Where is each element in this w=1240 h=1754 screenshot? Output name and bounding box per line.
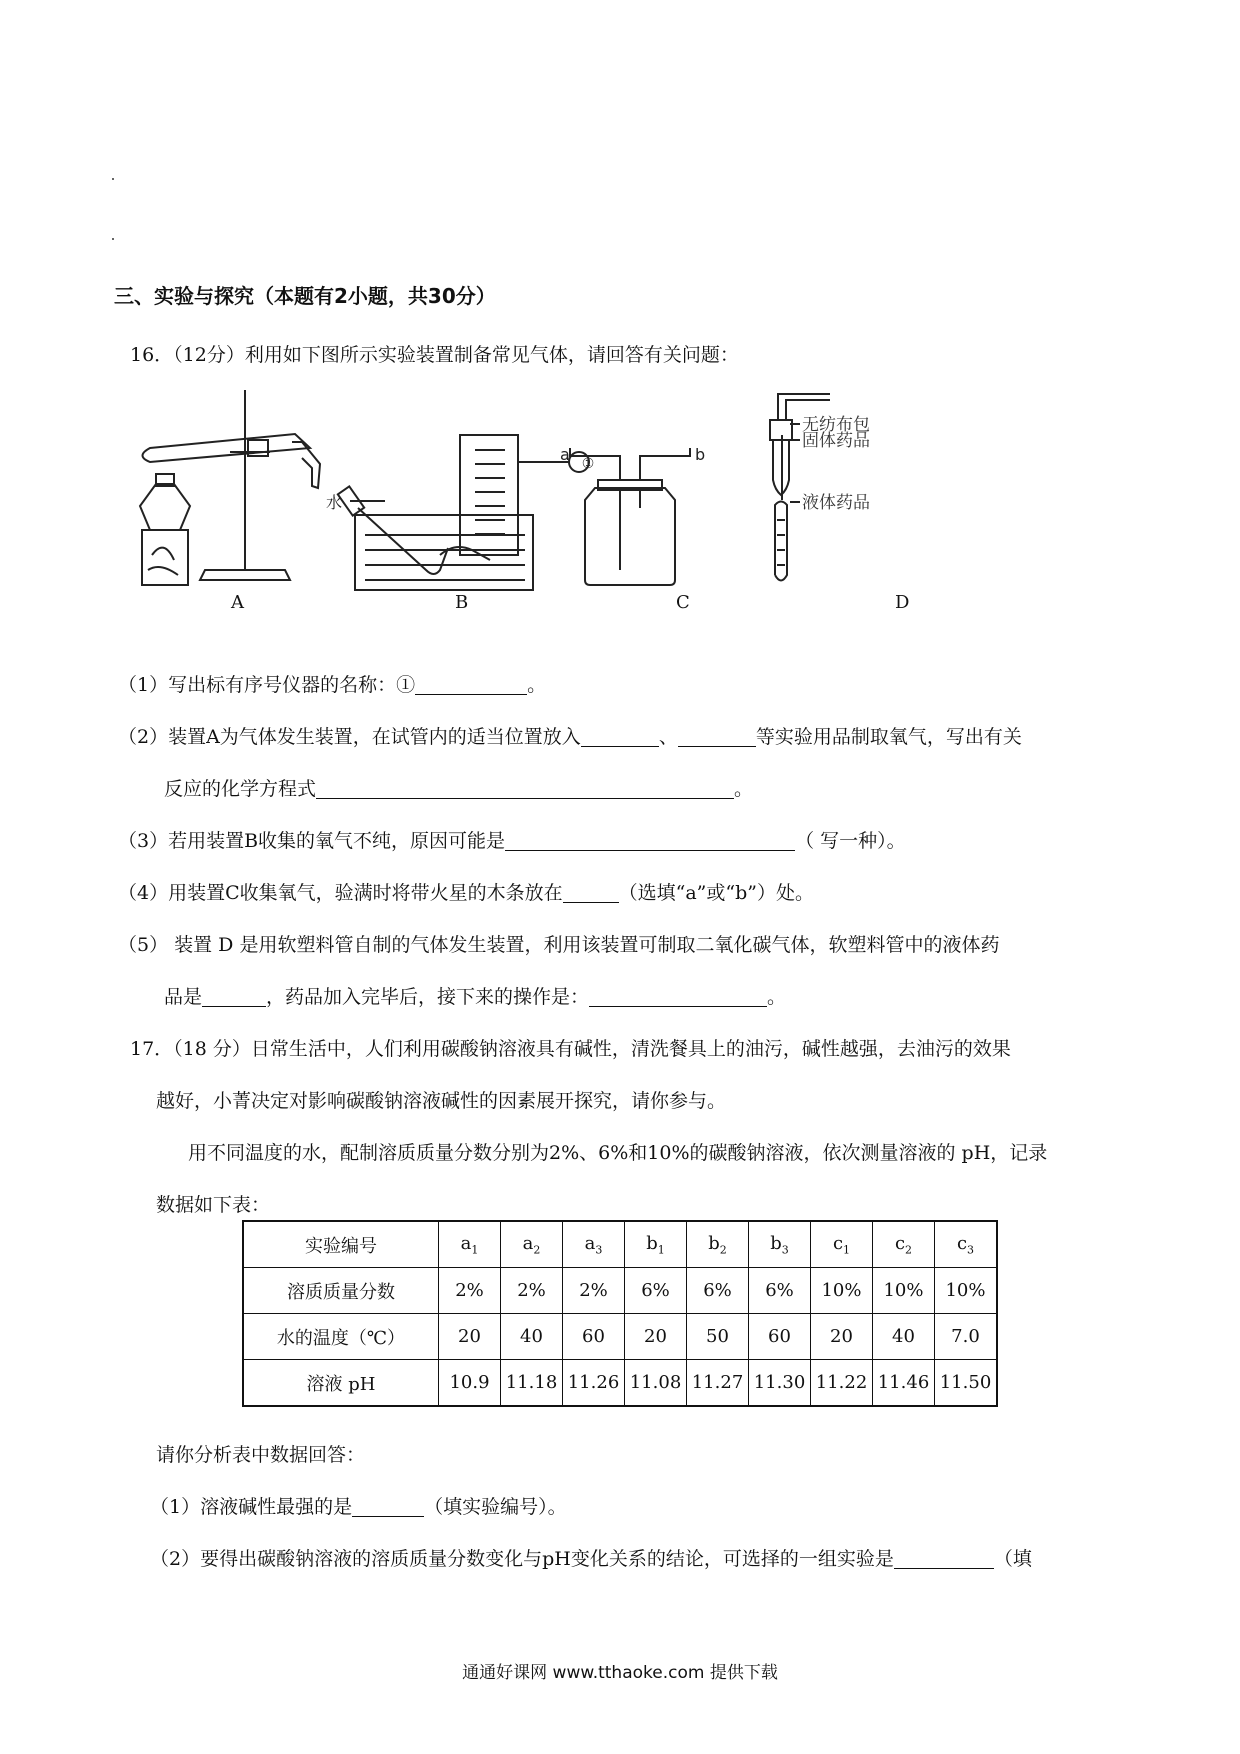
- apparatus-a: [140, 390, 320, 585]
- table-cell: 10%: [811, 1268, 873, 1314]
- table-cell: 2%: [501, 1268, 563, 1314]
- table-cell-id: $c_2$: [873, 1221, 935, 1268]
- answer-blank[interactable]: [505, 830, 795, 851]
- answer-blank[interactable]: [894, 1548, 994, 1569]
- q17-stem-2: 越好，小菁决定对影响碳酸钠溶液碱性的因素展开探究，请你参与。: [156, 1090, 727, 1112]
- q16-part-4: （4）用装置C收集氧气，验满时将带火星的木条放在 （选填“a”或“b”）处。: [118, 882, 814, 904]
- table-cell: 10.9: [439, 1360, 501, 1407]
- q16-part-2: （2）装置A为气体发生装置，在试管内的适当位置放入 、 等实验用品制取氧气，写出有关: [118, 726, 1022, 748]
- answer-blank[interactable]: [563, 882, 619, 903]
- answer-blank[interactable]: [316, 778, 734, 799]
- b-marker: ①: [581, 456, 595, 472]
- table-cell-id: $b_2$: [687, 1221, 749, 1268]
- fig-label-d: D: [895, 592, 910, 613]
- table-cell: 6%: [625, 1268, 687, 1314]
- table-cell: 40: [873, 1314, 935, 1360]
- q17-intro-2: 数据如下表：: [156, 1194, 271, 1216]
- table-cell: 60: [749, 1314, 811, 1360]
- table-cell-id: $b_1$: [625, 1221, 687, 1268]
- apparatus-b: [338, 435, 589, 590]
- table-row-ids: [243, 1221, 997, 1268]
- table-cell: 11.27: [687, 1360, 749, 1407]
- table-cell: 11.26: [563, 1360, 625, 1407]
- table-cell: 11.46: [873, 1360, 935, 1407]
- table-cell: 40: [501, 1314, 563, 1360]
- table-cell: 6%: [687, 1268, 749, 1314]
- ph-data-table: [242, 1220, 998, 1407]
- table-cell: 11.50: [935, 1360, 998, 1407]
- q17-analyze: 请你分析表中数据回答：: [156, 1444, 366, 1466]
- table-cell: 11.18: [501, 1360, 563, 1407]
- table-cell-id: $c_3$: [935, 1221, 998, 1268]
- fig-label-b: B: [455, 592, 469, 613]
- table-cell-id: $b_3$: [749, 1221, 811, 1268]
- table-cell: 50: [687, 1314, 749, 1360]
- fig-label-a: A: [231, 592, 244, 613]
- answer-blank[interactable]: [581, 726, 659, 747]
- table-cell: 20: [625, 1314, 687, 1360]
- table-cell: 60: [563, 1314, 625, 1360]
- q17-intro: 用不同温度的水，配制溶质质量分数分别为2%、6%和10%的碳酸钠溶液，依次测量溶液的 pH，记录: [188, 1142, 1048, 1164]
- fig-label-c: C: [676, 592, 690, 613]
- table-cell-id: $a_2$: [501, 1221, 563, 1268]
- q16-stem: 16．（12分）利用如下图所示实验装置制备常见气体，请回答有关问题：: [130, 344, 739, 366]
- q17-stem: 17．（18 分）日常生活中，人们利用碳酸钠溶液具有碱性，清洗餐具上的油污，碱性越强，去油污的效果: [130, 1038, 1011, 1060]
- table-cell: 2%: [563, 1268, 625, 1314]
- stray-dot: [112, 178, 114, 180]
- table-header: 溶质质量分数: [243, 1268, 439, 1314]
- c-b-label: b: [695, 445, 706, 464]
- answer-blank[interactable]: [589, 986, 767, 1007]
- answer-blank[interactable]: [202, 986, 266, 1007]
- d-label-3: 液体药品: [802, 493, 870, 513]
- q16-part-1: （1）写出标有序号仪器的名称：① 。: [118, 674, 547, 696]
- apparatus-figure: [130, 380, 1010, 620]
- stray-dot: [112, 238, 114, 240]
- d-label-1: 无纺布包: [802, 415, 870, 435]
- table-header: 水的温度（℃）: [243, 1314, 439, 1360]
- table-cell: 20: [811, 1314, 873, 1360]
- table-cell-id: $a_1$: [439, 1221, 501, 1268]
- table-cell: 7.0: [935, 1314, 998, 1360]
- table-cell: 11.22: [811, 1360, 873, 1407]
- table-cell: 20: [439, 1314, 501, 1360]
- answer-blank[interactable]: [678, 726, 756, 747]
- table-header: 实验编号: [243, 1221, 439, 1268]
- table-cell: 10%: [935, 1268, 998, 1314]
- section-title: 三、实验与探究（本题有2小题，共30分）: [114, 284, 496, 308]
- q16-part-5: （5） 装置 D 是用软塑料管自制的气体发生装置，利用该装置可制取二氧化碳气体，软塑料管中的液体药: [118, 934, 1000, 956]
- table-cell: 10%: [873, 1268, 935, 1314]
- q16-part-3: （3）若用装置B收集的氧气不纯，原因可能是 （ 写一种）。: [118, 830, 906, 852]
- table-row-mass-fraction: [243, 1268, 997, 1314]
- d-label-2: 固体药品: [802, 431, 870, 451]
- table-row-ph: [243, 1360, 997, 1407]
- table-cell-id: $c_1$: [811, 1221, 873, 1268]
- q16-part-2b: 反应的化学方程式 。: [164, 778, 754, 800]
- table-row-water-temp: [243, 1314, 997, 1360]
- table-cell: 11.08: [625, 1360, 687, 1407]
- table-cell: 2%: [439, 1268, 501, 1314]
- table-header: 溶液 pH: [243, 1360, 439, 1407]
- answer-blank[interactable]: [415, 674, 527, 695]
- water-label: 水: [326, 493, 343, 512]
- table-cell-id: $a_3$: [563, 1221, 625, 1268]
- table-cell: 6%: [749, 1268, 811, 1314]
- q17-part-2: （2）要得出碳酸钠溶液的溶质质量分数变化与pH变化关系的结论，可选择的一组实验是 （填: [150, 1548, 1032, 1570]
- table-cell: 11.30: [749, 1360, 811, 1407]
- q17-part-1: （1）溶液碱性最强的是 （填实验编号）。: [150, 1496, 567, 1518]
- q16-part-5b: 品是 ，药品加入完毕后，接下来的操作是： 。: [164, 986, 787, 1008]
- c-a-label: a: [560, 445, 570, 464]
- footer: 通通好课网 www.tthaoke.com 提供下载: [462, 1663, 778, 1683]
- answer-blank[interactable]: [352, 1496, 424, 1517]
